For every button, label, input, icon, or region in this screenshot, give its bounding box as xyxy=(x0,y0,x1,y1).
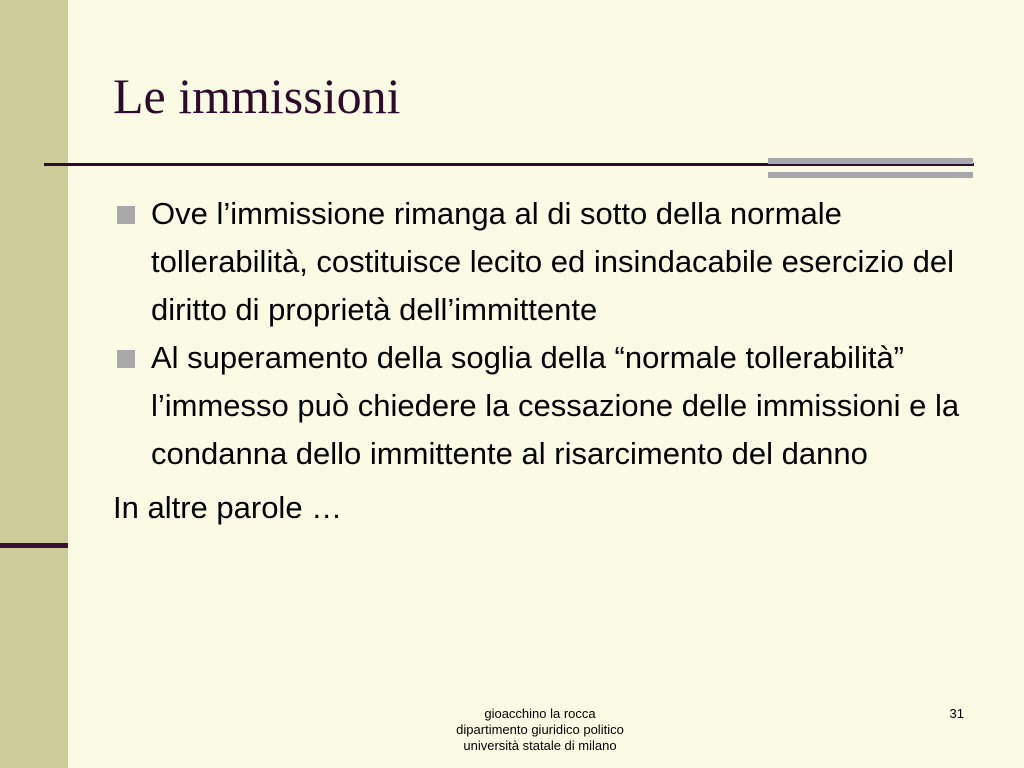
footer-university: università statale di milano xyxy=(463,738,617,753)
title-divider-accent-bottom xyxy=(768,172,973,178)
footer-author: gioacchino la rocca xyxy=(484,706,596,721)
side-band-decoration xyxy=(0,0,68,768)
bullet-item xyxy=(113,334,973,478)
footer xyxy=(380,706,700,754)
slide-body xyxy=(113,190,973,532)
slide-title: Le immissioni xyxy=(113,68,401,124)
square-bullet-icon xyxy=(117,206,135,224)
side-accent-bar xyxy=(0,543,68,548)
title-divider-accent-top xyxy=(768,158,973,164)
bullet-item xyxy=(113,190,973,334)
page-number: 31 xyxy=(949,706,964,721)
footer-department: dipartimento giuridico politico xyxy=(456,722,624,737)
square-bullet-icon xyxy=(117,350,135,368)
closing-text: In altre parole … xyxy=(113,490,343,525)
bullet-text: Al superamento della soglia della “normale tollerabilità” l’immesso può chiedere la cessazione delle immissioni e la condanna dello immittente al risarcimento del danno xyxy=(151,340,960,471)
bullet-text: Ove l’immissione rimanga al di sotto della normale tollerabilità, costituisce lecito ed insindacabile esercizio del diritto di proprietà dell’immittente xyxy=(151,196,954,327)
